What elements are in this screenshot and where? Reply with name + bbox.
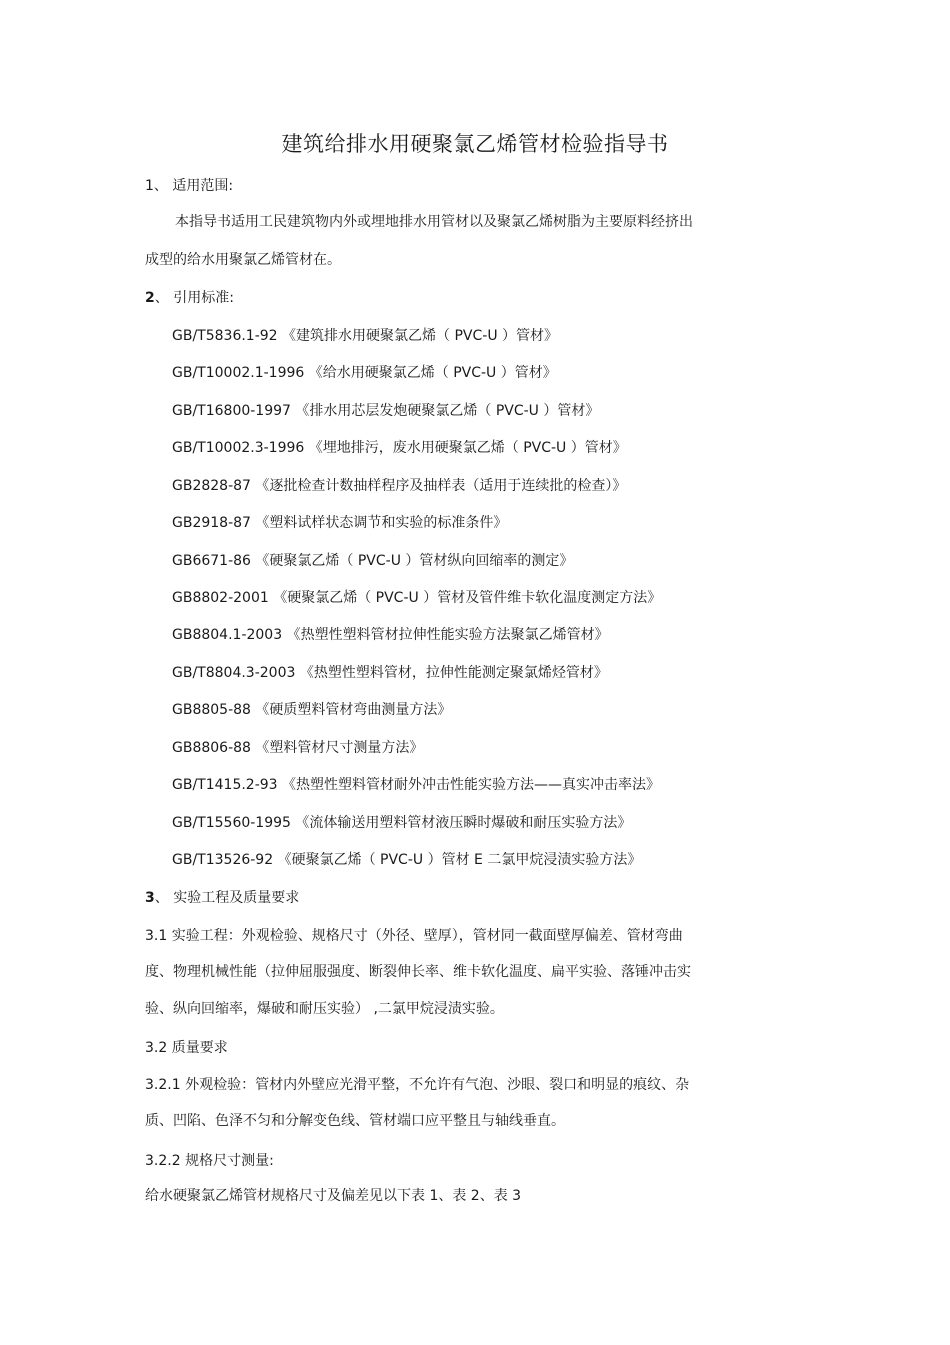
standard-item: GB/T1415.2-93 《热塑性塑料管材耐外冲击性能实验方法——真实冲击率法》 bbox=[172, 777, 661, 793]
section-3-heading bbox=[145, 889, 299, 907]
standard-item: GB/T5836.1-92 《建筑排水用硬聚氯乙烯（ PVC-U ）管材》 bbox=[172, 328, 559, 344]
section-3-2-1-line-2: 质、凹陷、色泽不匀和分解变色线、管材端口应平整且与轴线垂直。 bbox=[145, 1113, 565, 1129]
standard-item: GB8802-2001 《硬聚氯乙烯（ PVC-U ）管材及管件维卡软化温度测定方法》 bbox=[172, 590, 662, 606]
standard-item: GB2918-87 《塑料试样状态调节和实验的标准条件》 bbox=[172, 515, 508, 531]
standard-item: GB/T10002.3-1996 《埋地排污，废水用硬聚氯乙烯（ PVC-U ）管材》 bbox=[172, 440, 627, 456]
standard-item: GB8805-88 《硬质塑料管材弯曲测量方法》 bbox=[172, 702, 452, 718]
standard-item: GB6671-86 《硬聚氯乙烯（ PVC-U ）管材纵向回缩率的测定》 bbox=[172, 553, 574, 569]
section-3-2-heading: 3.2 质量要求 bbox=[145, 1040, 228, 1056]
standard-item: GB/T16800-1997 《排水用芯层发炮硬聚氯乙烯（ PVC-U ）管材》 bbox=[172, 403, 600, 419]
section-2-heading-text: 、 引用标准: bbox=[154, 290, 234, 306]
standard-item: GB2828-87 《逐批检查计数抽样程序及抽样表（适用于连续批的检查）》 bbox=[172, 478, 627, 494]
section-3-2-2-text: 给水硬聚氯乙烯管材规格尺寸及偏差见以下表 1、表 2、表 3 bbox=[145, 1188, 522, 1204]
section-1-heading: 1、 适用范围: bbox=[145, 178, 234, 194]
standard-item: GB/T15560-1995 《流体输送用塑料管材液压瞬时爆破和耐压实验方法》 bbox=[172, 815, 632, 831]
section-2-number: 2 bbox=[145, 290, 155, 306]
standard-item: GB/T10002.1-1996 《给水用硬聚氯乙烯（ PVC-U ）管材》 bbox=[172, 365, 557, 381]
section-1-paragraph-line-1: 本指导书适用工民建筑物内外或埋地排水用管材以及聚氯乙烯树脂为主要原料经挤出 bbox=[175, 214, 693, 230]
standard-item: GB/T13526-92 《硬聚氯乙烯（ PVC-U ）管材 E 二氯甲烷浸渍实验方法》 bbox=[172, 852, 642, 868]
standard-item: GB8806-88 《塑料管材尺寸测量方法》 bbox=[172, 740, 424, 756]
section-1-paragraph-line-2: 成型的给水用聚氯乙烯管材在。 bbox=[145, 252, 341, 268]
standard-item: GB8804.1-2003 《热塑性塑料管材拉伸性能实验方法聚氯乙烯管材》 bbox=[172, 627, 609, 643]
section-3-1-line-2: 度、物理机械性能（拉伸屈服强度、断裂伸长率、维卡软化温度、扁平实验、落锤冲击实 bbox=[145, 964, 691, 980]
section-3-2-1-line-1: 3.2.1 外观检验：管材内外壁应光滑平整，不允许有气泡、沙眼、裂口和明显的痕纹、杂 bbox=[145, 1077, 690, 1093]
section-3-2-2-heading: 3.2.2 规格尺寸测量: bbox=[145, 1153, 274, 1169]
section-3-1-line-3: 验、纵向回缩率，爆破和耐压实验） ,二氯甲烷浸渍实验。 bbox=[145, 1001, 504, 1017]
document-title: 建筑给排水用硬聚氯乙烯管材检验指导书 bbox=[281, 132, 669, 156]
section-3-number: 3 bbox=[145, 890, 155, 906]
standard-item: GB/T8804.3-2003 《热塑性塑料管材，拉伸性能测定聚氯烯烃管材》 bbox=[172, 665, 608, 681]
section-3-1-line-1: 3.1 实验工程：外观检验、规格尺寸（外径、壁厚），管材同一截面壁厚偏差、管材弯曲 bbox=[145, 928, 683, 944]
section-2-heading bbox=[145, 289, 234, 307]
section-3-heading-text: 、 实验工程及质量要求 bbox=[154, 890, 300, 906]
